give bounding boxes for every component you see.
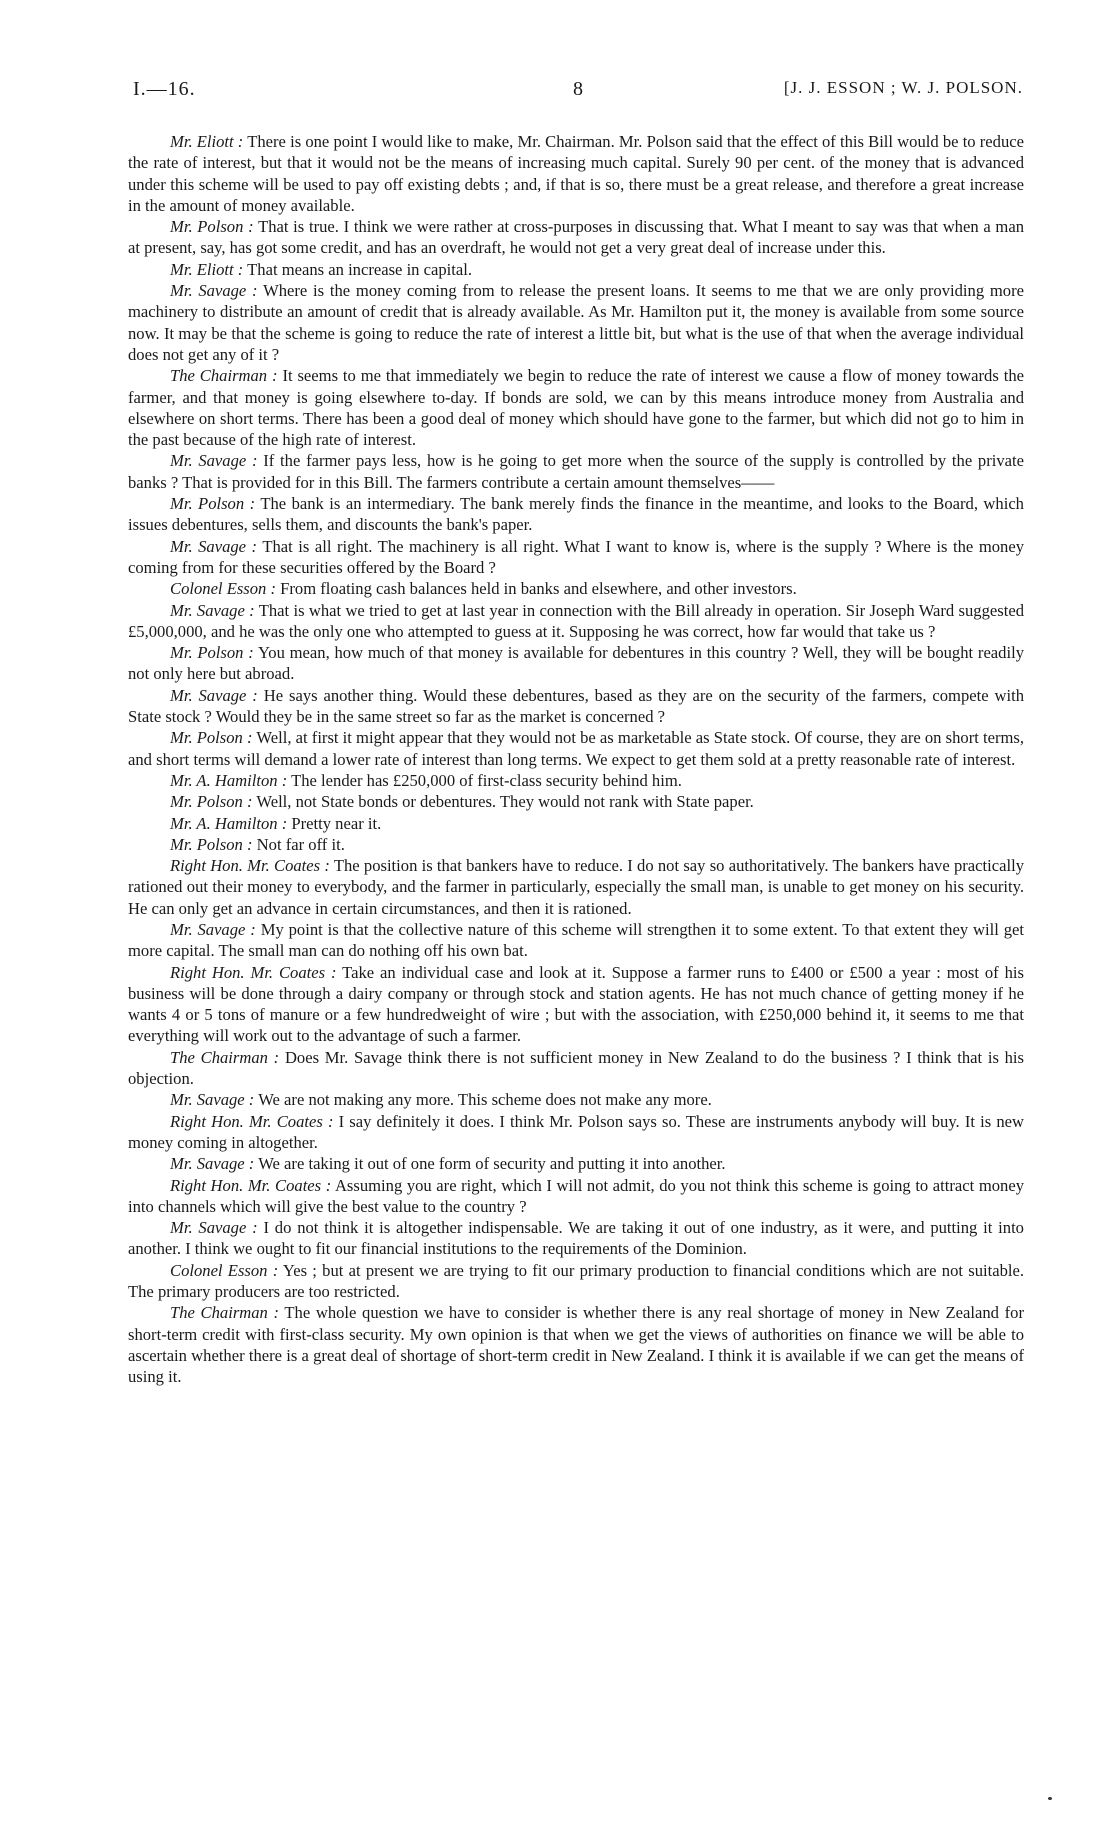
speaker-name: The Chairman : — [170, 1303, 280, 1323]
transcript-paragraph — [128, 131, 1024, 216]
speech-text: We are not making any more. This scheme does not make any more. — [258, 1090, 712, 1110]
speech-text: That is true. I think we were rather at cross-purposes in discussing that. What I meant to say was that when a man at present, say, has got some credit, and has an overdraft, he would not get a very great deal of increase under this. — [128, 217, 1024, 258]
speech-text: Yes ; but at present we are trying to fit our primary production to financial conditions which are not suitable. The primary producers are too restricted. — [128, 1260, 1024, 1302]
page-number: 8 — [573, 78, 583, 100]
speaker-name: Mr. Savage : — [170, 451, 258, 471]
speech-text: That is what we tried to get at last year in connection with the Bill already in operation. Sir Joseph Ward suggested £5,000,000, and he was the only one who attempted to guess at it. Supposing he was correct, how far would that take us ? — [128, 600, 1024, 641]
speaker-name: Mr. Savage : — [170, 600, 255, 620]
speaker-name: Right Hon. Mr. Coates : — [170, 856, 330, 876]
speech-text: Take an individual case and look at it. Suppose a farmer runs to £400 or £500 a year : most of his business will be done through a dairy company or through stock and station agents. He has not much chance of getting money if he wants 4 or 5 tons of manure or a few hundredweight of wire ; but with the association, with £250,000 behind it, it seems to me that everything will work out to the advantage of such a farmer. — [128, 962, 1024, 1046]
document-reference: I.—16. — [133, 78, 196, 100]
transcript-paragraph — [128, 770, 1024, 791]
speech-text: The lender has £250,000 of first-class security behind him. — [291, 770, 682, 790]
speaker-name: Mr. Polson : — [170, 217, 254, 237]
speaker-name: Mr. Savage : — [170, 281, 258, 301]
speech-text: There is one point I would like to make, Mr. Chairman. Mr. Polson said that the effect of this Bill would be to reduce the rate of interest, but that it would not be the means of increasing much capital. Surely 90 per cent. of the money that is advanced under this scheme will be used to pay off existing debts ; and, if that is so, there must be a great release, and therefore a great increase in the amount of money available. — [128, 132, 1024, 215]
speech-text: That means an increase in capital. — [247, 259, 472, 279]
speech-text: We are taking it out of one form of security and putting it into another. — [258, 1154, 726, 1174]
speech-text: Assuming you are right, which I will not admit, do you not think this scheme is going to attract money into channels which will give the best value to the country ? — [128, 1175, 1025, 1216]
speech-text: The whole question we have to consider is whether there is any real shortage of money in New Zealand for short-term credit with first-class security. My own opinion is that when we get the views of authorities on finance we will be able to ascertain whether there is a great deal of shortage of short-term credit in New Zealand. I think it is available if we can get the means of using it. — [128, 1303, 1024, 1387]
speaker-name: Mr. Polson : — [170, 728, 253, 748]
transcript-paragraph — [128, 962, 1024, 1047]
transcript-paragraph — [128, 1153, 1024, 1174]
witness-names: [J. J. ESSON ; W. J. POLSON. — [783, 78, 1023, 97]
speaker-name: Mr. Savage : — [170, 536, 258, 556]
speaker-name: Colonel Esson : — [170, 1260, 279, 1280]
speaker-name: Mr. Savage : — [170, 685, 258, 705]
speech-text: The bank is an intermediary. The bank merely finds the finance in the meantime, and looks to the Board, which issues debentures, sells them, and discounts the bank's paper. — [128, 494, 1024, 535]
speech-text: Where is the money coming from to release the present loans. It seems to me that we are only providing more machinery to distribute an amount of credit that is already available. As Mr. Hamilton put it, the money is available from some source now. It may be that the scheme is going to reduce the rate of interest a little bit, but what is the use of that when the average individual does not get any of it ? — [128, 281, 1024, 364]
speaker-name: Mr. Eliott : — [170, 132, 244, 151]
transcript-paragraph — [128, 536, 1024, 579]
speech-text: If the farmer pays less, how is he going to get more when the source of the supply is controlled by the private banks ? That is provided for in this Bill. The farmers contribute a certain amount themselves—— — [128, 451, 1024, 492]
transcript-paragraph — [128, 919, 1024, 962]
speaker-name: Mr. Polson : — [170, 643, 254, 663]
speaker-name: Colonel Esson : — [170, 579, 277, 599]
speech-text: I do not think it is altogether indispensable. We are taking it out of one industry, as it were, and putting it into another. I think we ought to fit our financial institutions to the requirements of the Dominion. — [128, 1218, 1024, 1259]
transcript-paragraph — [128, 280, 1024, 365]
transcript-paragraph — [128, 813, 1024, 834]
transcript-paragraph — [128, 216, 1024, 259]
transcript-paragraph — [128, 855, 1024, 919]
speaker-name: Mr. Savage : — [170, 1090, 255, 1110]
speaker-name: Right Hon. Mr. Coates : — [170, 1111, 334, 1131]
page-header — [133, 78, 1023, 108]
speaker-name: Mr. Polson : — [170, 792, 253, 812]
speaker-name: Mr. Savage : — [170, 1154, 255, 1174]
speaker-name: The Chairman : — [170, 366, 278, 386]
transcript-paragraph — [128, 834, 1024, 855]
speech-text: I say definitely it does. I think Mr. Polson says so. These are instruments anybody will buy. It is new money coming in altogether. — [128, 1111, 1024, 1152]
transcript-paragraph — [128, 1111, 1024, 1154]
transcript-paragraph — [128, 685, 1024, 728]
speaker-name: Mr. Savage : — [170, 1218, 258, 1238]
speech-text: Not far off it. — [256, 834, 345, 854]
speaker-name: Mr. Polson : — [170, 834, 253, 854]
transcript-paragraph — [128, 1260, 1024, 1303]
transcript-paragraph — [128, 1175, 1024, 1218]
transcript-paragraph — [128, 1047, 1024, 1090]
transcript-paragraph — [128, 493, 1024, 536]
transcript-paragraph — [128, 578, 1024, 599]
transcript-paragraph — [128, 1302, 1024, 1387]
speaker-name: Right Hon. Mr. Coates : — [170, 962, 337, 982]
transcript-paragraph — [128, 450, 1024, 493]
transcript-paragraph — [128, 600, 1024, 643]
speech-text: Does Mr. Savage think there is not sufficient money in New Zealand to do the business ? I think that is his objection. — [128, 1047, 1024, 1089]
speech-text: Well, not State bonds or debentures. They would not rank with State paper. — [256, 792, 754, 812]
speaker-name: Right Hon. Mr. Coates : — [170, 1175, 332, 1195]
speech-text: He says another thing. Would these debentures, based as they are on the security of the farmers, compete with State stock ? Would they be in the same street so far as the market is concerned ? — [128, 685, 1024, 727]
stray-ink-dot — [1048, 1797, 1052, 1800]
speaker-name: Mr. A. Hamilton : — [170, 813, 288, 833]
speech-text: That is all right. The machinery is all right. What I want to know is, where is the supply ? Where is the money coming from for these securities offered by the Board ? — [128, 536, 1024, 577]
transcript-paragraph — [128, 365, 1024, 450]
transcript-paragraph — [128, 1217, 1024, 1260]
speech-text: The position is that bankers have to reduce. I do not say so authoritatively. The bankers have practically rationed out their money to everybody, and the farmer in particularly, especially the small man, is unable to get money on his security. He can only get an advance in certain circumstances, and then it is rationed. — [128, 856, 1024, 918]
speaker-name: Mr. Savage : — [170, 919, 256, 939]
speech-text: Well, at first it might appear that they would not be as marketable as State stock. Of course, they are on short terms, and short terms will demand a lower rate of interest than long terms. We expect to get them sold at a pretty reasonable rate of interest. — [128, 728, 1025, 769]
transcript-body — [128, 131, 1024, 1388]
speech-text: Pretty near it. — [291, 813, 382, 833]
speech-text: From floating cash balances held in banks and elsewhere, and other investors. — [280, 579, 797, 599]
transcript-paragraph — [128, 259, 1024, 280]
speech-text: My point is that the collective nature of this scheme will strengthen it to some extent. To that extent they will get more capital. The small man can do nothing off his own bat. — [128, 919, 1024, 961]
transcript-paragraph — [128, 642, 1024, 685]
speaker-name: Mr. Eliott : — [170, 259, 244, 279]
transcript-paragraph — [128, 727, 1024, 770]
transcript-paragraph — [128, 791, 1024, 812]
speech-text: It seems to me that immediately we begin to reduce the rate of interest we cause a flow of money towards the farmer, and that money is going elsewhere to-day. If bonds are sold, we can by this means introduce money from Australia and elsewhere on short terms. There has been a good deal of money which should have gone to the farmer, but which did not go to him in the past because of the high rate of interest. — [128, 366, 1024, 450]
speaker-name: Mr. Polson : — [170, 494, 256, 514]
transcript-paragraph — [128, 1089, 1024, 1110]
speech-text: You mean, how much of that money is available for debentures in this country ? Well, they will be bought readily not only here but abroad. — [128, 643, 1024, 684]
speaker-name: Mr. A. Hamilton : — [170, 770, 288, 790]
speaker-name: The Chairman : — [170, 1047, 280, 1067]
